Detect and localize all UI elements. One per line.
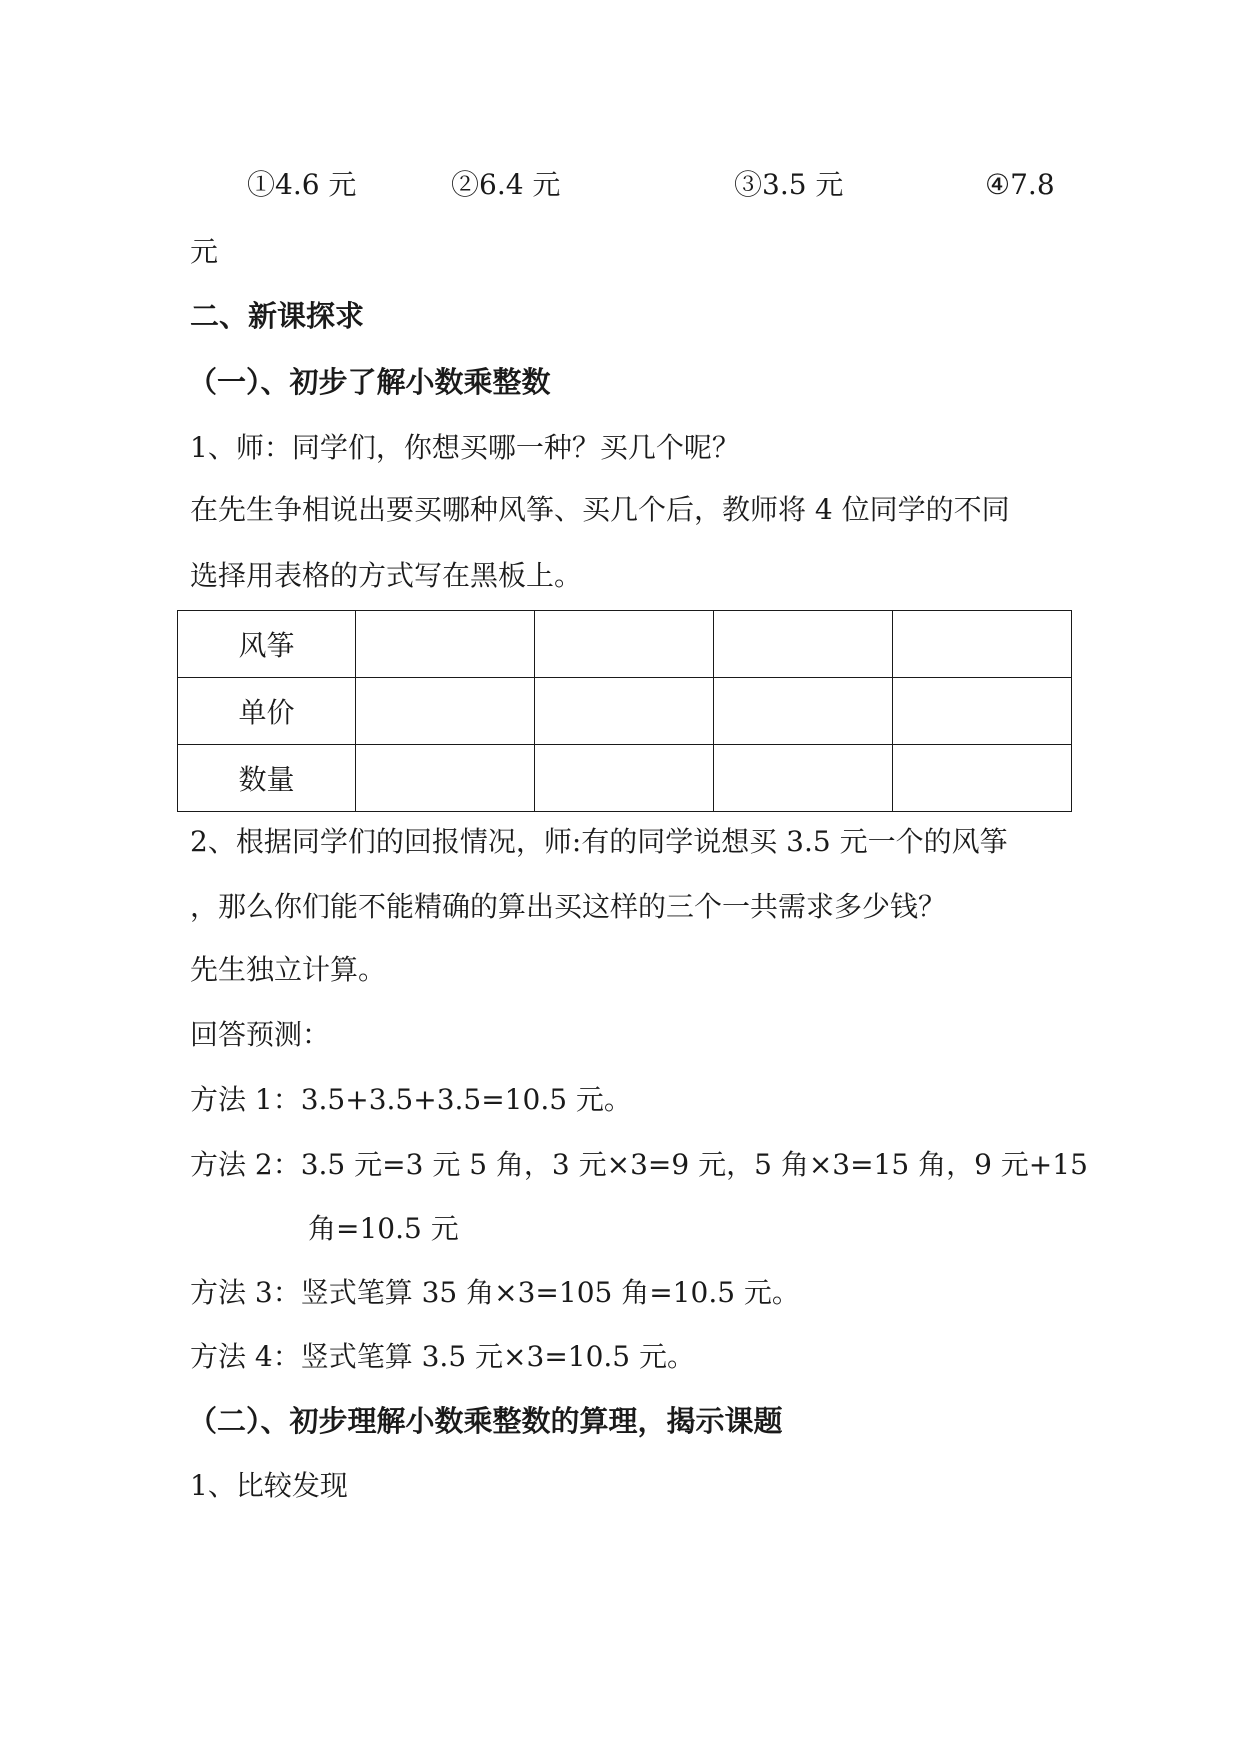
question-2-line-1: 2、根据同学们的回报情况，师:有的同学说想买 3.5 元一个的风筝: [190, 825, 1008, 858]
method-4: 方法 4：竖式笔算 3.5 元×3=10.5 元。: [190, 1340, 696, 1373]
question-1-description-line-1: 在先生争相说出要买哪种风筝、买几个后，教师将 4 位同学的不同: [190, 493, 1010, 526]
method-1: 方法 1：3.5+3.5+3.5=10.5 元。: [190, 1083, 632, 1116]
option-3: ③3.5 元: [734, 168, 844, 201]
table-cell: [714, 745, 893, 812]
option-4: ④7.8: [985, 168, 1055, 201]
row-header-unit-price: 单价: [178, 678, 356, 745]
section-title: 二、新课探求: [190, 299, 365, 333]
part-1-title: （一）、初步了解小数乘整数: [188, 365, 551, 399]
table-row: [178, 611, 1072, 678]
table-row: [178, 745, 1072, 812]
method-2-line-2: 角=10.5 元: [308, 1212, 459, 1245]
table-cell: [893, 745, 1072, 812]
option-4-continuation: 元: [190, 235, 219, 268]
question-2-line-2: ，那么你们能不能精确的算出买这样的三个一共需求多少钱？: [190, 890, 947, 923]
table-row: [178, 678, 1072, 745]
table-cell: [893, 611, 1072, 678]
question-1: 1、师：同学们，你想买哪一种？买几个呢？: [190, 431, 740, 464]
question-1-description-line-2: 选择用表格的方式写在黑板上。: [190, 559, 583, 592]
table-cell: [356, 745, 535, 812]
option-2: ②6.4 元: [451, 168, 561, 201]
table-cell: [535, 678, 714, 745]
option-1: ①4.6 元: [247, 168, 357, 201]
table-cell: [356, 611, 535, 678]
kite-table: [177, 610, 1072, 812]
table-cell: [714, 611, 893, 678]
row-header-kite: 风筝: [178, 611, 356, 678]
method-2-line-1: 方法 2：3.5 元=3 元 5 角，3 元×3=9 元，5 角×3=15 角，9 元+15: [190, 1148, 1088, 1181]
table-cell: [714, 678, 893, 745]
table-cell: [535, 745, 714, 812]
table-cell: [356, 678, 535, 745]
table-cell: [535, 611, 714, 678]
student-calculation: 先生独立计算。: [190, 953, 387, 986]
method-3: 方法 3：竖式笔算 35 角×3=105 角=10.5 元。: [190, 1276, 800, 1309]
table-cell: [893, 678, 1072, 745]
answer-prediction: 回答预测：: [190, 1018, 331, 1051]
compare-discover: 1、比较发现: [190, 1469, 348, 1502]
part-2-title: （二）、初步理解小数乘整数的算理，揭示课题: [188, 1404, 783, 1438]
row-header-quantity: 数量: [178, 745, 356, 812]
